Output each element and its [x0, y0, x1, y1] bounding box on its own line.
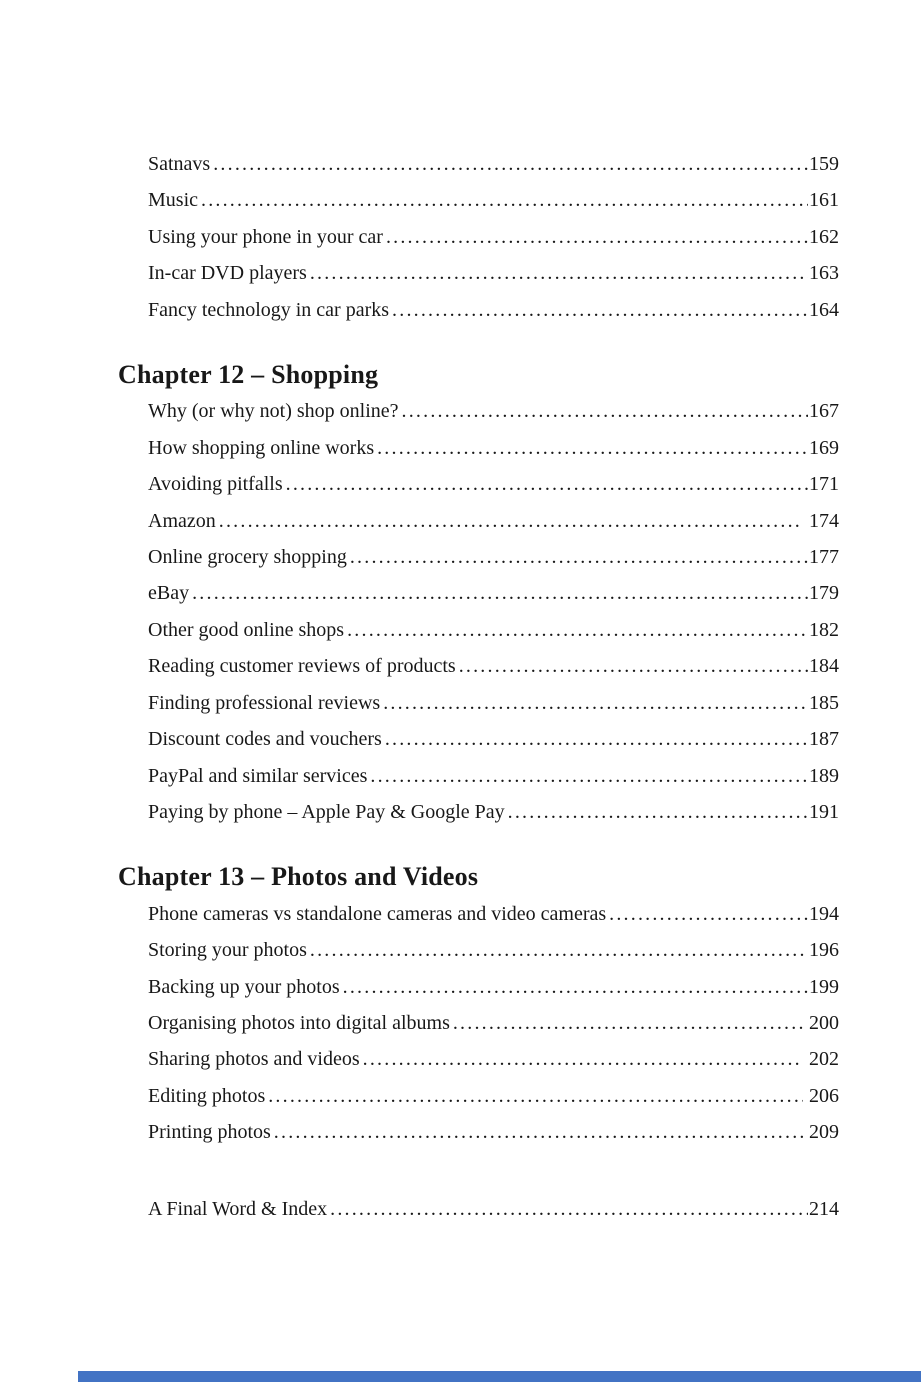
- dot-leader: [383, 685, 808, 721]
- dot-leader: [213, 146, 808, 182]
- dot-leader: [385, 721, 808, 757]
- dot-leader: [508, 794, 808, 830]
- dot-leader: [459, 648, 808, 684]
- dot-leader: [286, 466, 808, 502]
- toc-entry: [148, 648, 839, 684]
- toc-entry-page: 159: [809, 153, 839, 175]
- toc-entry: [148, 1078, 839, 1114]
- toc-entry: [148, 896, 839, 932]
- toc-entry-page: 184: [809, 655, 839, 678]
- toc-section-chapter-12: [118, 357, 839, 830]
- toc-entry: [148, 255, 839, 291]
- toc-entry-title: Reading customer reviews of products: [148, 655, 456, 678]
- toc-entry: [148, 430, 839, 466]
- toc-entry: [148, 1114, 839, 1150]
- toc-entry-title: Music: [148, 189, 198, 212]
- dot-leader: [347, 612, 808, 648]
- dot-leader: [343, 969, 808, 1005]
- toc-entry-title: Online grocery shopping: [148, 546, 347, 569]
- dot-leader: [330, 1191, 808, 1227]
- toc-entry: [148, 969, 839, 1005]
- toc-entry-title: Why (or why not) shop online?: [148, 400, 399, 423]
- toc-entry: [148, 393, 839, 429]
- toc-entry-title: Finding professional reviews: [148, 691, 381, 714]
- dot-leader: [350, 539, 808, 575]
- dot-leader: [386, 219, 808, 255]
- toc-entry: [148, 219, 839, 255]
- toc-entry-title: Paying by phone – Apple Pay & Google Pay: [148, 800, 505, 823]
- toc-entry-title: Phone cameras vs standalone cameras and video cameras: [148, 902, 607, 925]
- toc-entry-page: 162: [809, 225, 839, 248]
- toc-entry-page: 179: [809, 582, 839, 605]
- table-of-contents: [118, 146, 839, 1227]
- toc-entry-title: Discount codes and vouchers: [148, 728, 382, 751]
- dot-leader: [274, 1114, 803, 1150]
- toc-entry: [148, 182, 839, 218]
- toc-entry-title: Other good online shops: [148, 618, 345, 641]
- toc-entry-page: 206: [804, 1084, 839, 1107]
- toc-entry-title: PayPal and similar services: [148, 764, 368, 787]
- toc-entry: [148, 758, 839, 794]
- toc-entry-title: Backing up your photos: [148, 975, 340, 998]
- toc-entry-title: Avoiding pitfalls: [148, 473, 283, 496]
- toc-entry: [148, 466, 839, 502]
- toc-entry-page: 182: [809, 618, 839, 641]
- toc-entry-title: In-car DVD players: [148, 262, 307, 285]
- toc-entry: [148, 685, 839, 721]
- dot-leader: [370, 758, 808, 794]
- toc-entry: [148, 146, 839, 182]
- dot-leader: [192, 575, 808, 611]
- toc-entry: [148, 1041, 839, 1077]
- chapter-heading: Chapter 13 – Photos and Videos: [118, 862, 479, 892]
- toc-entry-page: 167: [809, 400, 839, 423]
- toc-entry-page: 191: [809, 800, 839, 823]
- toc-entry: [148, 721, 839, 757]
- toc-entry-page: 161: [809, 189, 839, 212]
- toc-entry-title: Amazon: [148, 509, 216, 532]
- toc-entry-page: 171: [809, 473, 839, 496]
- toc-entry: [148, 503, 839, 539]
- toc-entry-title: Storing your photos: [148, 939, 307, 962]
- dot-leader: [392, 292, 808, 328]
- toc-entry-title: Organising photos into digital albums: [148, 1011, 450, 1034]
- toc-entry-title: A Final Word & Index: [148, 1197, 328, 1220]
- dot-leader: [377, 430, 808, 466]
- dot-leader: [609, 896, 808, 932]
- toc-entry-page: 185: [809, 691, 839, 714]
- toc-section-final: [118, 1191, 839, 1227]
- toc-entry-page: 163: [809, 262, 839, 285]
- toc-entry: [148, 1191, 839, 1227]
- toc-entry-page: 187: [809, 728, 839, 751]
- toc-entry: [148, 539, 839, 575]
- toc-entry-page: 214: [809, 1197, 839, 1220]
- toc-entry-page: 169: [809, 436, 839, 459]
- toc-entry-title: Printing photos: [148, 1121, 271, 1144]
- dot-leader: [219, 503, 803, 539]
- toc-entry-title: Sharing photos and videos: [148, 1048, 360, 1071]
- toc-entry: [148, 575, 839, 611]
- dot-leader: [201, 182, 808, 218]
- dot-leader: [402, 393, 808, 429]
- toc-section-continued: [118, 146, 839, 328]
- dot-leader: [363, 1041, 803, 1077]
- toc-entry-title: eBay: [148, 582, 190, 605]
- footer-accent-bar: [78, 1371, 921, 1382]
- dot-leader: [268, 1078, 803, 1114]
- dot-leader: [310, 255, 808, 291]
- dot-leader: [453, 1005, 803, 1041]
- toc-entry: [148, 612, 839, 648]
- toc-entry-page: 202: [804, 1048, 839, 1071]
- toc-entry-page: 200: [804, 1011, 839, 1034]
- toc-entry-page: 194: [809, 902, 839, 925]
- toc-entry-title: Satnavs: [148, 153, 211, 175]
- toc-entry-page: 199: [809, 975, 839, 998]
- toc-entry-page: 177: [809, 546, 839, 569]
- toc-entry-title: How shopping online works: [148, 436, 375, 459]
- toc-entry-title: Editing photos: [148, 1084, 266, 1107]
- toc-entry-page: 164: [809, 298, 839, 321]
- toc-entry: [148, 1005, 839, 1041]
- toc-entry-title: Fancy technology in car parks: [148, 298, 390, 321]
- toc-section-chapter-13: [118, 859, 839, 1150]
- toc-entry-page: 189: [809, 764, 839, 787]
- toc-entry-page: 174: [804, 509, 839, 532]
- toc-entry: [148, 292, 839, 328]
- toc-entry-page: 196: [809, 939, 839, 962]
- chapter-heading: Chapter 12 – Shopping: [118, 360, 379, 390]
- toc-entry: [148, 794, 839, 830]
- toc-entry: [148, 932, 839, 968]
- dot-leader: [310, 932, 808, 968]
- toc-entry-page: 209: [804, 1121, 839, 1144]
- toc-entry-title: Using your phone in your car: [148, 225, 383, 248]
